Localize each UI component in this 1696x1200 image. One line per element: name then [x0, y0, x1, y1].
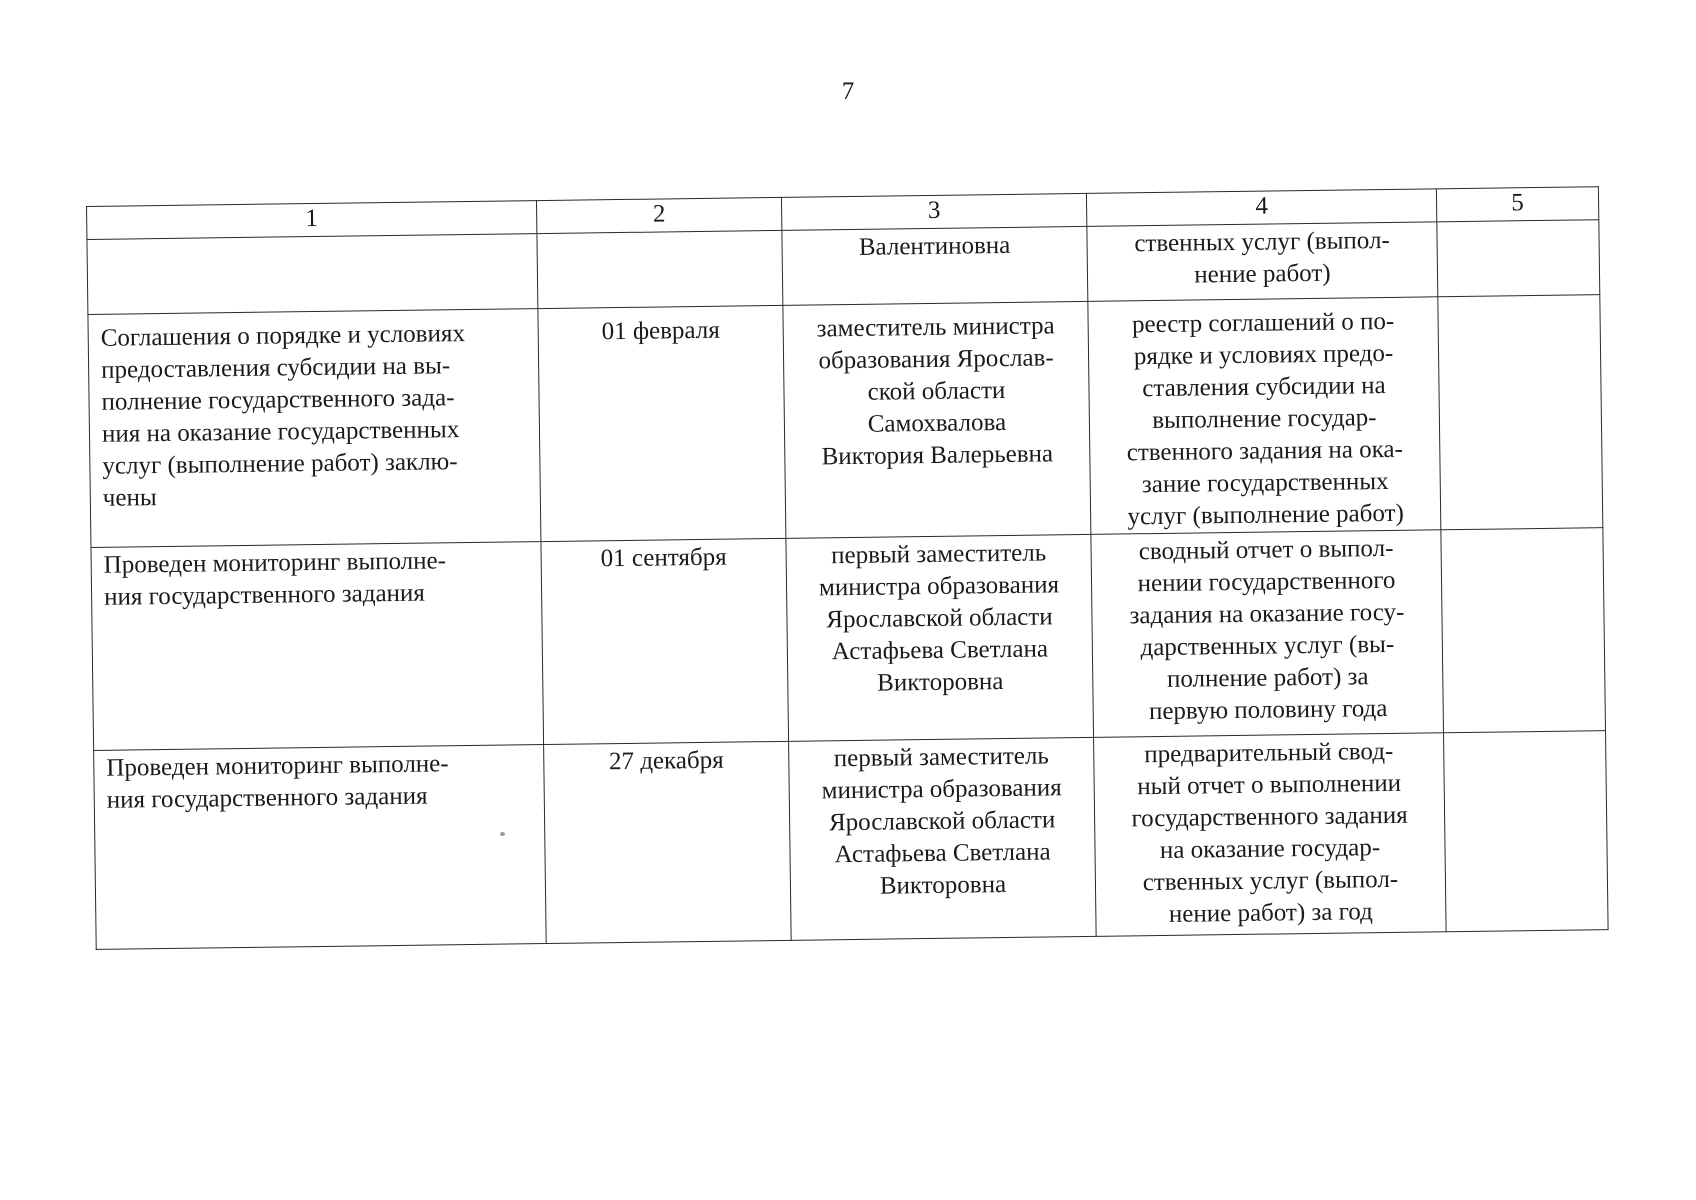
header-col-1: 1 [87, 201, 537, 240]
document-cell: ственных услуг (выпол- нение работ) [1087, 222, 1438, 302]
table-row [91, 528, 1606, 751]
schedule-table [86, 186, 1609, 950]
responsible-cell: заместитель министра образования Ярослав- ской области Самохвалова Виктория Валерьевна [783, 301, 1091, 538]
event-cell: Соглашения о порядке и условиях предоставления субсидии на вы- полнение государственного зада- ния на оказание государственных услуг (выполнение работ) заклю- чены [88, 309, 541, 548]
event-cell: Проведен мониторинг выполне- ния государственного задания [94, 745, 547, 950]
document-cell: реестр соглашений о по- рядке и условиях предо- ставления субсидии на выполнение государ- ственного задания на ока- зание государственных услуг (выполнение работ) [1088, 297, 1441, 535]
event-cell [87, 234, 538, 315]
date-cell: 01 февраля [538, 305, 786, 541]
scan-speck [500, 832, 505, 836]
page-number: 7 [841, 78, 855, 105]
document-cell: сводный отчет о выпол- нении государственного задания на оказание госу- дарственных услуг (вы- полнение работ) за первую половину года [1091, 530, 1444, 738]
header-col-3: 3 [781, 193, 1086, 230]
date-cell: 01 сентября [541, 538, 789, 744]
header-col-2: 2 [536, 197, 781, 233]
note-cell [1437, 220, 1600, 297]
document-cell: предварительный свод- ный отчет о выполнении государственного задания на оказание государ- ственных услуг (выпол- нение работ) за год [1094, 733, 1447, 937]
responsible-cell: Валентиновна [782, 226, 1088, 305]
event-cell: Проведен мониторинг выполне- ния государственного задания [91, 542, 544, 751]
date-cell [537, 230, 783, 308]
note-cell [1444, 731, 1609, 932]
table-row [94, 731, 1608, 950]
note-cell [1441, 528, 1606, 733]
responsible-cell: первый заместитель министра образования Ярославской области Астафьева Светлана Викторовна [789, 737, 1097, 940]
header-col-4: 4 [1086, 189, 1436, 227]
table-row [88, 295, 1603, 548]
header-col-5: 5 [1436, 187, 1598, 222]
date-cell: 27 декабря [544, 741, 792, 943]
responsible-cell: первый заместитель министра образования Ярославской области Астафьева Светлана Викторовна [786, 534, 1094, 741]
note-cell [1438, 295, 1603, 530]
